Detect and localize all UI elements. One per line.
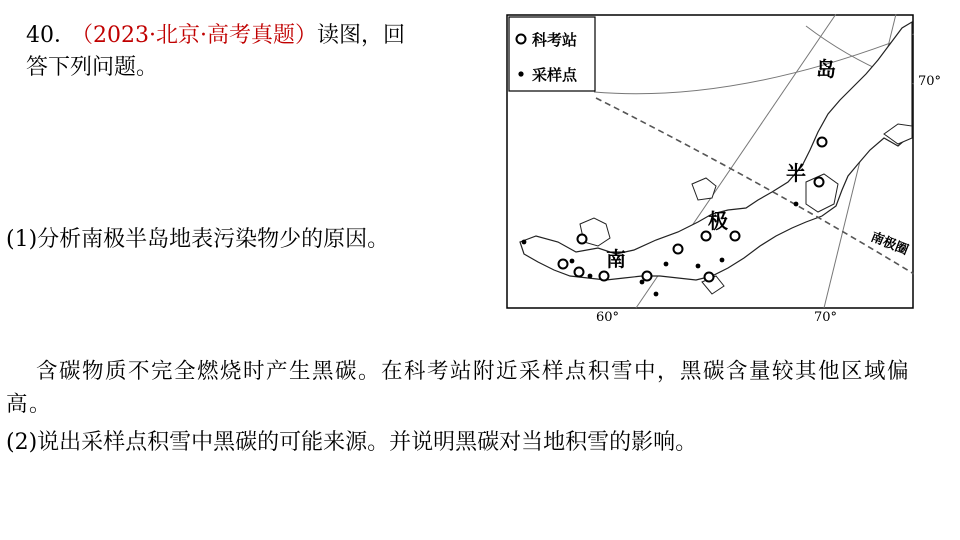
sample-point (720, 258, 725, 263)
station-marker (674, 245, 683, 254)
label-ban: 半 (786, 161, 806, 185)
label-dao: 岛 (816, 57, 836, 81)
map-svg (506, 14, 914, 309)
sample-point (664, 262, 669, 267)
station-marker (559, 260, 568, 269)
sample-point (588, 274, 593, 279)
sub-question-2: (2)说出采样点积雪中黑碳的可能来源。并说明黑碳对当地积雪的影响。 (6, 430, 698, 455)
legend-sample-symbol (518, 71, 523, 76)
sample-point (522, 240, 527, 245)
station-marker (575, 268, 584, 277)
tick-70-bottom: 70° (814, 310, 838, 325)
sample-point (696, 264, 701, 269)
sample-point (654, 292, 659, 297)
tick-70-right: 70° (918, 74, 942, 89)
label-ji: 极 (708, 209, 728, 233)
question-number: 40． (26, 23, 76, 48)
antarctic-peninsula-map (506, 14, 942, 309)
station-marker (643, 272, 652, 281)
sample-point (570, 259, 575, 264)
question-header (26, 20, 416, 84)
station-marker (705, 273, 714, 282)
station-marker (578, 235, 587, 244)
sample-point (794, 202, 799, 207)
station-marker (731, 232, 740, 241)
station-marker (818, 138, 827, 147)
legend-station-label: 科考站 (532, 31, 578, 49)
tick-60: 60° (596, 310, 620, 325)
question-source: （2023·北京·高考真题） (82, 23, 317, 48)
label-antarctic-circle: 南极圈 (868, 229, 911, 259)
question-prompt: 读图，回答下列问题。 (26, 23, 405, 80)
context-paragraph-text: 含碳物质不完全燃烧时产生黑碳。在科考站附近采样点积雪中，黑碳含量较其他区域偏高。 (6, 359, 911, 417)
sub-question-1: (1)分析南极半岛地表污染物少的原因。 (6, 227, 390, 252)
station-marker (815, 178, 824, 187)
sample-point (640, 280, 645, 285)
label-nan: 南 (606, 247, 626, 271)
context-paragraph (6, 355, 946, 421)
station-marker (600, 272, 609, 281)
legend-station-symbol (517, 35, 526, 44)
legend-sample-label: 采样点 (532, 66, 578, 84)
